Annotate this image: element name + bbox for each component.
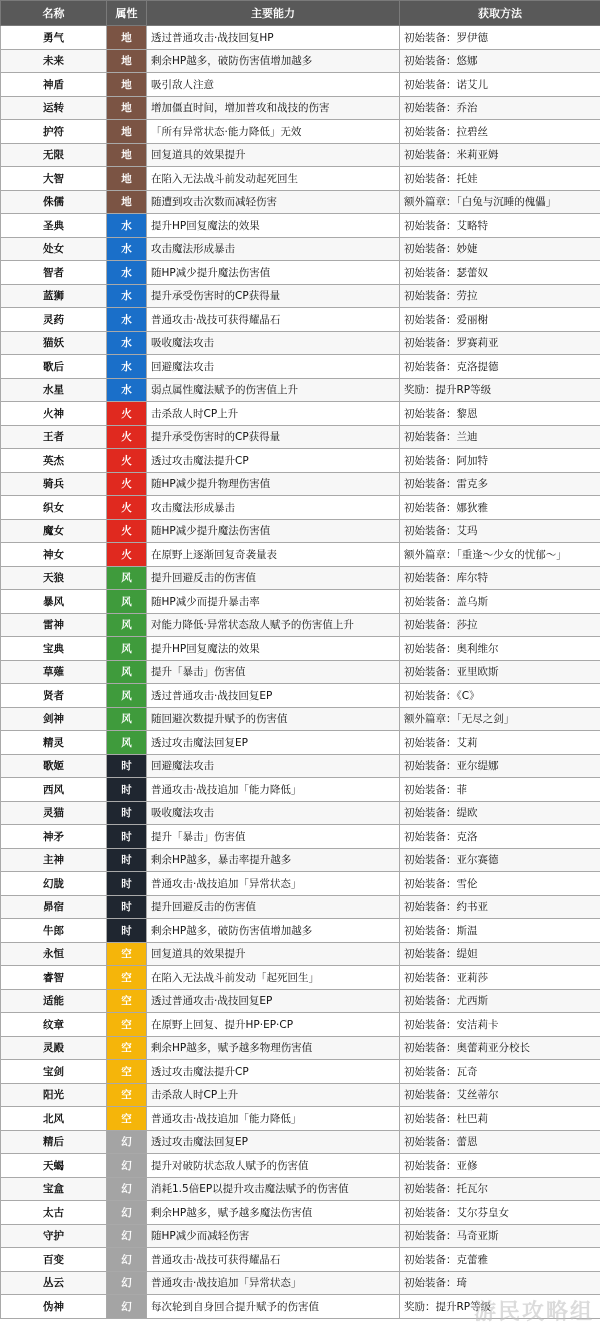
quartz-ability: 随回避次数提升赋予的伤害值	[147, 707, 400, 731]
table-row	[1, 1248, 600, 1272]
attribute-badge: 空	[107, 1083, 147, 1107]
quartz-ability: 随HP减少提升魔法伤害值	[147, 519, 400, 543]
quartz-name: 北风	[1, 1107, 107, 1131]
quartz-ability: 弱点属性魔法赋予的伤害值上升	[147, 378, 400, 402]
quartz-name: 天蝎	[1, 1154, 107, 1178]
quartz-ability: 回复道具的效果提升	[147, 143, 400, 167]
attribute-badge: 幻	[107, 1130, 147, 1154]
quartz-name: 天狼	[1, 566, 107, 590]
quartz-ability: 提升「暴击」伤害值	[147, 825, 400, 849]
attribute-badge: 水	[107, 214, 147, 238]
attribute-badge: 火	[107, 519, 147, 543]
table-body	[1, 26, 600, 1319]
attribute-badge: 地	[107, 120, 147, 144]
quartz-source: 初始装备：雪伦	[400, 872, 600, 896]
quartz-ability: 透过普通攻击·战技回复EP	[147, 684, 400, 708]
quartz-name: 贤者	[1, 684, 107, 708]
quartz-ability: 吸收魔法攻击	[147, 331, 400, 355]
quartz-name: 王者	[1, 425, 107, 449]
quartz-source: 初始装备：斯温	[400, 919, 600, 943]
quartz-name: 处女	[1, 237, 107, 261]
quartz-name: 西风	[1, 778, 107, 802]
table-row	[1, 355, 600, 379]
table-row	[1, 190, 600, 214]
attribute-badge: 空	[107, 1060, 147, 1084]
quartz-source: 初始装备：艾尔芬皇女	[400, 1201, 600, 1225]
quartz-ability: 透过攻击魔法提升CP	[147, 1060, 400, 1084]
quartz-source: 初始装备：尤西斯	[400, 989, 600, 1013]
attribute-badge: 水	[107, 355, 147, 379]
attribute-badge: 火	[107, 543, 147, 567]
quartz-source: 初始装备：盖乌斯	[400, 590, 600, 614]
quartz-ability: 消耗1.5倍EP以提升攻击魔法赋予的伤害值	[147, 1177, 400, 1201]
quartz-ability: 提升回避反击的伤害值	[147, 566, 400, 590]
quartz-name: 灵殿	[1, 1036, 107, 1060]
quartz-name: 雷神	[1, 613, 107, 637]
quartz-ability: 提升「暴击」伤害值	[147, 660, 400, 684]
quartz-name: 昴宿	[1, 895, 107, 919]
table-row	[1, 825, 600, 849]
attribute-badge: 风	[107, 684, 147, 708]
table-row	[1, 684, 600, 708]
quartz-source: 初始装备：亚尔缇娜	[400, 754, 600, 778]
table-row	[1, 590, 600, 614]
quartz-name: 无限	[1, 143, 107, 167]
quartz-source: 奖励：提升RP等级	[400, 1295, 600, 1319]
table-row	[1, 942, 600, 966]
quartz-name: 骑兵	[1, 472, 107, 496]
quartz-ability: 回复道具的效果提升	[147, 942, 400, 966]
quartz-ability: 剩余HP越多，暴击率提升越多	[147, 848, 400, 872]
table-row	[1, 1154, 600, 1178]
quartz-name: 主神	[1, 848, 107, 872]
table-row	[1, 919, 600, 943]
quartz-source: 初始装备：艾丝蒂尔	[400, 1083, 600, 1107]
quartz-ability: 剩余HP越多，赋予越多物理伤害值	[147, 1036, 400, 1060]
quartz-name: 魔女	[1, 519, 107, 543]
table-row	[1, 1036, 600, 1060]
header-attr: 属性	[107, 1, 147, 26]
quartz-name: 暴风	[1, 590, 107, 614]
attribute-badge: 风	[107, 707, 147, 731]
attribute-badge: 幻	[107, 1201, 147, 1225]
quartz-ability: 提升对破防状态敌人赋予的伤害值	[147, 1154, 400, 1178]
header-name: 名称	[1, 1, 107, 26]
quartz-source: 初始装备：乔治	[400, 96, 600, 120]
table-row	[1, 73, 600, 97]
quartz-name: 守护	[1, 1224, 107, 1248]
quartz-source: 初始装备：妙婕	[400, 237, 600, 261]
quartz-ability: 随HP减少提升魔法伤害值	[147, 261, 400, 285]
attribute-badge: 水	[107, 284, 147, 308]
table-row	[1, 120, 600, 144]
quartz-source: 初始装备：库尔特	[400, 566, 600, 590]
attribute-badge: 地	[107, 190, 147, 214]
attribute-badge: 空	[107, 1036, 147, 1060]
header-row	[1, 1, 600, 26]
attribute-badge: 水	[107, 331, 147, 355]
quartz-source: 初始装备：托瓦尔	[400, 1177, 600, 1201]
table-row	[1, 707, 600, 731]
table-row	[1, 637, 600, 661]
attribute-badge: 火	[107, 402, 147, 426]
quartz-source: 初始装备：诺艾儿	[400, 73, 600, 97]
table-row	[1, 966, 600, 990]
quartz-source: 初始装备：黎恩	[400, 402, 600, 426]
quartz-ability: 随遭到攻击次数而减轻伤害	[147, 190, 400, 214]
table-row	[1, 1201, 600, 1225]
table-row	[1, 519, 600, 543]
quartz-ability: 回避魔法攻击	[147, 355, 400, 379]
quartz-source: 初始装备：莎拉	[400, 613, 600, 637]
attribute-badge: 幻	[107, 1224, 147, 1248]
quartz-name: 水星	[1, 378, 107, 402]
quartz-source: 初始装备：罗伊德	[400, 26, 600, 50]
quartz-name: 精灵	[1, 731, 107, 755]
attribute-badge: 风	[107, 731, 147, 755]
quartz-ability: 吸引敌人注意	[147, 73, 400, 97]
quartz-name: 护符	[1, 120, 107, 144]
quartz-ability: 每次轮到自身回合提升赋予的伤害值	[147, 1295, 400, 1319]
table-row	[1, 731, 600, 755]
quartz-ability: 普通攻击·战技追加「异常状态」	[147, 1271, 400, 1295]
quartz-source: 初始装备：奥利维尔	[400, 637, 600, 661]
table-row	[1, 214, 600, 238]
table-row	[1, 496, 600, 520]
quartz-name: 百变	[1, 1248, 107, 1272]
quartz-name: 永恒	[1, 942, 107, 966]
quartz-source: 初始装备：亚尔赛德	[400, 848, 600, 872]
table-row	[1, 543, 600, 567]
quartz-ability: 回避魔法攻击	[147, 754, 400, 778]
quartz-source: 初始装备：艾玛	[400, 519, 600, 543]
attribute-badge: 幻	[107, 1271, 147, 1295]
quartz-ability: 提升回避反击的伤害值	[147, 895, 400, 919]
table-row	[1, 308, 600, 332]
quartz-ability: 击杀敌人时CP上升	[147, 1083, 400, 1107]
attribute-badge: 空	[107, 966, 147, 990]
quartz-source: 初始装备：劳拉	[400, 284, 600, 308]
table-row	[1, 778, 600, 802]
quartz-source: 初始装备：瑟蕾奴	[400, 261, 600, 285]
quartz-name: 侏儒	[1, 190, 107, 214]
attribute-badge: 幻	[107, 1248, 147, 1272]
quartz-name: 运转	[1, 96, 107, 120]
quartz-name: 阳光	[1, 1083, 107, 1107]
attribute-badge: 空	[107, 989, 147, 1013]
table-row	[1, 848, 600, 872]
quartz-ability: 普通攻击·战技追加「异常状态」	[147, 872, 400, 896]
quartz-source: 初始装备：亚莉莎	[400, 966, 600, 990]
quartz-name: 神矛	[1, 825, 107, 849]
quartz-ability: 「所有异常状态·能力降低」无效	[147, 120, 400, 144]
quartz-source: 额外篇章：「白兔与沉睡的傀儡」	[400, 190, 600, 214]
attribute-badge: 时	[107, 895, 147, 919]
quartz-source: 初始装备：奥蕾莉亚分校长	[400, 1036, 600, 1060]
attribute-badge: 火	[107, 496, 147, 520]
table-row	[1, 378, 600, 402]
quartz-name: 英杰	[1, 449, 107, 473]
table-row	[1, 1295, 600, 1319]
quartz-name: 灵猫	[1, 801, 107, 825]
quartz-ability: 随HP减少提升物理伤害值	[147, 472, 400, 496]
table-row	[1, 1013, 600, 1037]
quartz-ability: 吸收魔法攻击	[147, 801, 400, 825]
table-row	[1, 1060, 600, 1084]
table-row	[1, 449, 600, 473]
quartz-ability: 普通攻击·战技追加「能力降低」	[147, 1107, 400, 1131]
table-row	[1, 872, 600, 896]
quartz-name: 猫妖	[1, 331, 107, 355]
quartz-source: 初始装备：《C》	[400, 684, 600, 708]
quartz-ability: 普通攻击·战技可获得耀晶石	[147, 308, 400, 332]
attribute-badge: 风	[107, 613, 147, 637]
quartz-source: 初始装备：米莉亚姆	[400, 143, 600, 167]
quartz-source: 初始装备：琦	[400, 1271, 600, 1295]
quartz-ability: 普通攻击·战技追加「能力降低」	[147, 778, 400, 802]
attribute-badge: 火	[107, 472, 147, 496]
table-header	[1, 1, 600, 26]
quartz-source: 初始装备：克洛	[400, 825, 600, 849]
quartz-source: 初始装备：菲	[400, 778, 600, 802]
quartz-source: 初始装备：瓦奇	[400, 1060, 600, 1084]
table-row	[1, 895, 600, 919]
quartz-ability: 攻击魔法形成暴击	[147, 237, 400, 261]
attribute-badge: 时	[107, 848, 147, 872]
quartz-name: 歌姬	[1, 754, 107, 778]
table-row	[1, 143, 600, 167]
table-row	[1, 989, 600, 1013]
quartz-name: 未来	[1, 49, 107, 73]
attribute-badge: 幻	[107, 1154, 147, 1178]
attribute-badge: 风	[107, 660, 147, 684]
quartz-source: 初始装备：蕾恩	[400, 1130, 600, 1154]
quartz-name: 睿智	[1, 966, 107, 990]
quartz-ability: 在原野上回复、提升HP·EP·CP	[147, 1013, 400, 1037]
quartz-name: 宝典	[1, 637, 107, 661]
quartz-source: 初始装备：克洛提德	[400, 355, 600, 379]
table-row	[1, 1130, 600, 1154]
quartz-name: 宝盒	[1, 1177, 107, 1201]
attribute-badge: 水	[107, 378, 147, 402]
quartz-name: 神女	[1, 543, 107, 567]
table-row	[1, 472, 600, 496]
table-row	[1, 754, 600, 778]
quartz-ability: 剩余HP越多，破防伤害值增加越多	[147, 49, 400, 73]
table-row	[1, 284, 600, 308]
quartz-source: 初始装备：安洁莉卡	[400, 1013, 600, 1037]
attribute-badge: 幻	[107, 1295, 147, 1319]
attribute-badge: 水	[107, 308, 147, 332]
table-row	[1, 566, 600, 590]
attribute-badge: 火	[107, 449, 147, 473]
quartz-source: 初始装备：亚里欧斯	[400, 660, 600, 684]
quartz-source: 初始装备：马奇亚斯	[400, 1224, 600, 1248]
table-row	[1, 237, 600, 261]
attribute-badge: 空	[107, 1013, 147, 1037]
quartz-source: 初始装备：克蕾雅	[400, 1248, 600, 1272]
attribute-badge: 空	[107, 942, 147, 966]
quartz-name: 草薙	[1, 660, 107, 684]
quartz-ability: 攻击魔法形成暴击	[147, 496, 400, 520]
quartz-name: 神盾	[1, 73, 107, 97]
quartz-name: 智者	[1, 261, 107, 285]
quartz-name: 丛云	[1, 1271, 107, 1295]
quartz-source: 初始装备：拉碧丝	[400, 120, 600, 144]
quartz-name: 适能	[1, 989, 107, 1013]
attribute-badge: 地	[107, 73, 147, 97]
attribute-badge: 时	[107, 825, 147, 849]
attribute-badge: 空	[107, 1107, 147, 1131]
quartz-source: 初始装备：艾莉	[400, 731, 600, 755]
quartz-source: 初始装备：娜狄雅	[400, 496, 600, 520]
quartz-source: 初始装备：约书亚	[400, 895, 600, 919]
quartz-source: 初始装备：艾略特	[400, 214, 600, 238]
quartz-source: 初始装备：亚修	[400, 1154, 600, 1178]
quartz-source: 初始装备：雷克多	[400, 472, 600, 496]
quartz-name: 大智	[1, 167, 107, 191]
attribute-badge: 风	[107, 566, 147, 590]
quartz-ability: 透过攻击魔法回复EP	[147, 1130, 400, 1154]
quartz-source: 初始装备：阿加特	[400, 449, 600, 473]
quartz-ability: 在陷入无法战斗前发动「起死回生」	[147, 966, 400, 990]
attribute-badge: 时	[107, 778, 147, 802]
attribute-badge: 水	[107, 261, 147, 285]
quartz-name: 伪神	[1, 1295, 107, 1319]
quartz-ability: 提升承受伤害时的CP获得量	[147, 425, 400, 449]
quartz-ability: 提升HP回复魔法的效果	[147, 214, 400, 238]
attribute-badge: 火	[107, 425, 147, 449]
quartz-name: 灵药	[1, 308, 107, 332]
attribute-badge: 水	[107, 237, 147, 261]
table-row	[1, 49, 600, 73]
table-row	[1, 1083, 600, 1107]
quartz-source: 初始装备：托娃	[400, 167, 600, 191]
table-row	[1, 261, 600, 285]
quartz-ability: 透过攻击魔法提升CP	[147, 449, 400, 473]
quartz-source: 额外篇章：「无尽之剑」	[400, 707, 600, 731]
quartz-source: 初始装备：杜巴莉	[400, 1107, 600, 1131]
quartz-ability: 随HP减少而提升暴击率	[147, 590, 400, 614]
quartz-ability: 提升承受伤害时的CP获得量	[147, 284, 400, 308]
quartz-name: 宝剑	[1, 1060, 107, 1084]
table-row	[1, 26, 600, 50]
quartz-ability: 在陷入无法战斗前发动起死回生	[147, 167, 400, 191]
quartz-source: 初始装备：爱丽榭	[400, 308, 600, 332]
table-row	[1, 1224, 600, 1248]
table-row	[1, 801, 600, 825]
attribute-badge: 风	[107, 637, 147, 661]
quartz-ability: 在原野上逐渐回复奇袭量表	[147, 543, 400, 567]
table-row	[1, 613, 600, 637]
quartz-ability: 随HP减少而减轻伤害	[147, 1224, 400, 1248]
quartz-name: 歌后	[1, 355, 107, 379]
quartz-name: 剑神	[1, 707, 107, 731]
attribute-badge: 风	[107, 590, 147, 614]
attribute-badge: 时	[107, 872, 147, 896]
quartz-name: 纹章	[1, 1013, 107, 1037]
table-row	[1, 402, 600, 426]
quartz-name: 幻胧	[1, 872, 107, 896]
quartz-source: 初始装备：悠娜	[400, 49, 600, 73]
quartz-name: 蓝狮	[1, 284, 107, 308]
attribute-badge: 幻	[107, 1177, 147, 1201]
quartz-name: 织女	[1, 496, 107, 520]
quartz-name: 精后	[1, 1130, 107, 1154]
quartz-source: 初始装备：兰迪	[400, 425, 600, 449]
table-row	[1, 1107, 600, 1131]
quartz-name: 火神	[1, 402, 107, 426]
quartz-ability: 剩余HP越多，破防伤害值增加越多	[147, 919, 400, 943]
attribute-badge: 地	[107, 143, 147, 167]
quartz-ability: 剩余HP越多，赋予越多魔法伤害值	[147, 1201, 400, 1225]
header-source: 获取方法	[400, 1, 600, 26]
quartz-name: 太古	[1, 1201, 107, 1225]
quartz-ability: 增加僵直时间，增加普攻和战技的伤害	[147, 96, 400, 120]
table-row	[1, 1271, 600, 1295]
table-row	[1, 96, 600, 120]
quartz-ability: 普通攻击·战技可获得耀晶石	[147, 1248, 400, 1272]
quartz-ability: 透过普通攻击·战技回复EP	[147, 989, 400, 1013]
quartz-ability: 击杀敌人时CP上升	[147, 402, 400, 426]
table-row	[1, 425, 600, 449]
quartz-name: 勇气	[1, 26, 107, 50]
quartz-name: 圣典	[1, 214, 107, 238]
attribute-badge: 地	[107, 49, 147, 73]
watermark-logo: 游民攻略组	[473, 1300, 594, 1325]
quartz-source: 初始装备：缇妲	[400, 942, 600, 966]
quartz-ability: 提升HP回复魔法的效果	[147, 637, 400, 661]
table-row	[1, 1177, 600, 1201]
quartz-ability: 透过普通攻击·战技回复HP	[147, 26, 400, 50]
quartz-source: 奖励：提升RP等级	[400, 378, 600, 402]
attribute-badge: 地	[107, 96, 147, 120]
header-ability: 主要能力	[147, 1, 400, 26]
attribute-badge: 时	[107, 801, 147, 825]
quartz-source: 初始装备：缇欧	[400, 801, 600, 825]
attribute-badge: 地	[107, 26, 147, 50]
attribute-badge: 时	[107, 754, 147, 778]
table-row	[1, 660, 600, 684]
quartz-name: 牛郎	[1, 919, 107, 943]
quartz-source: 初始装备：罗赛莉亚	[400, 331, 600, 355]
quartz-source: 额外篇章：「重逢～少女的忧郁～」	[400, 543, 600, 567]
quartz-ability: 透过攻击魔法回复EP	[147, 731, 400, 755]
attribute-badge: 地	[107, 167, 147, 191]
table-row	[1, 331, 600, 355]
quartz-ability: 对能力降低·异常状态敌人赋予的伤害值上升	[147, 613, 400, 637]
table-row	[1, 167, 600, 191]
attribute-badge: 时	[107, 919, 147, 943]
